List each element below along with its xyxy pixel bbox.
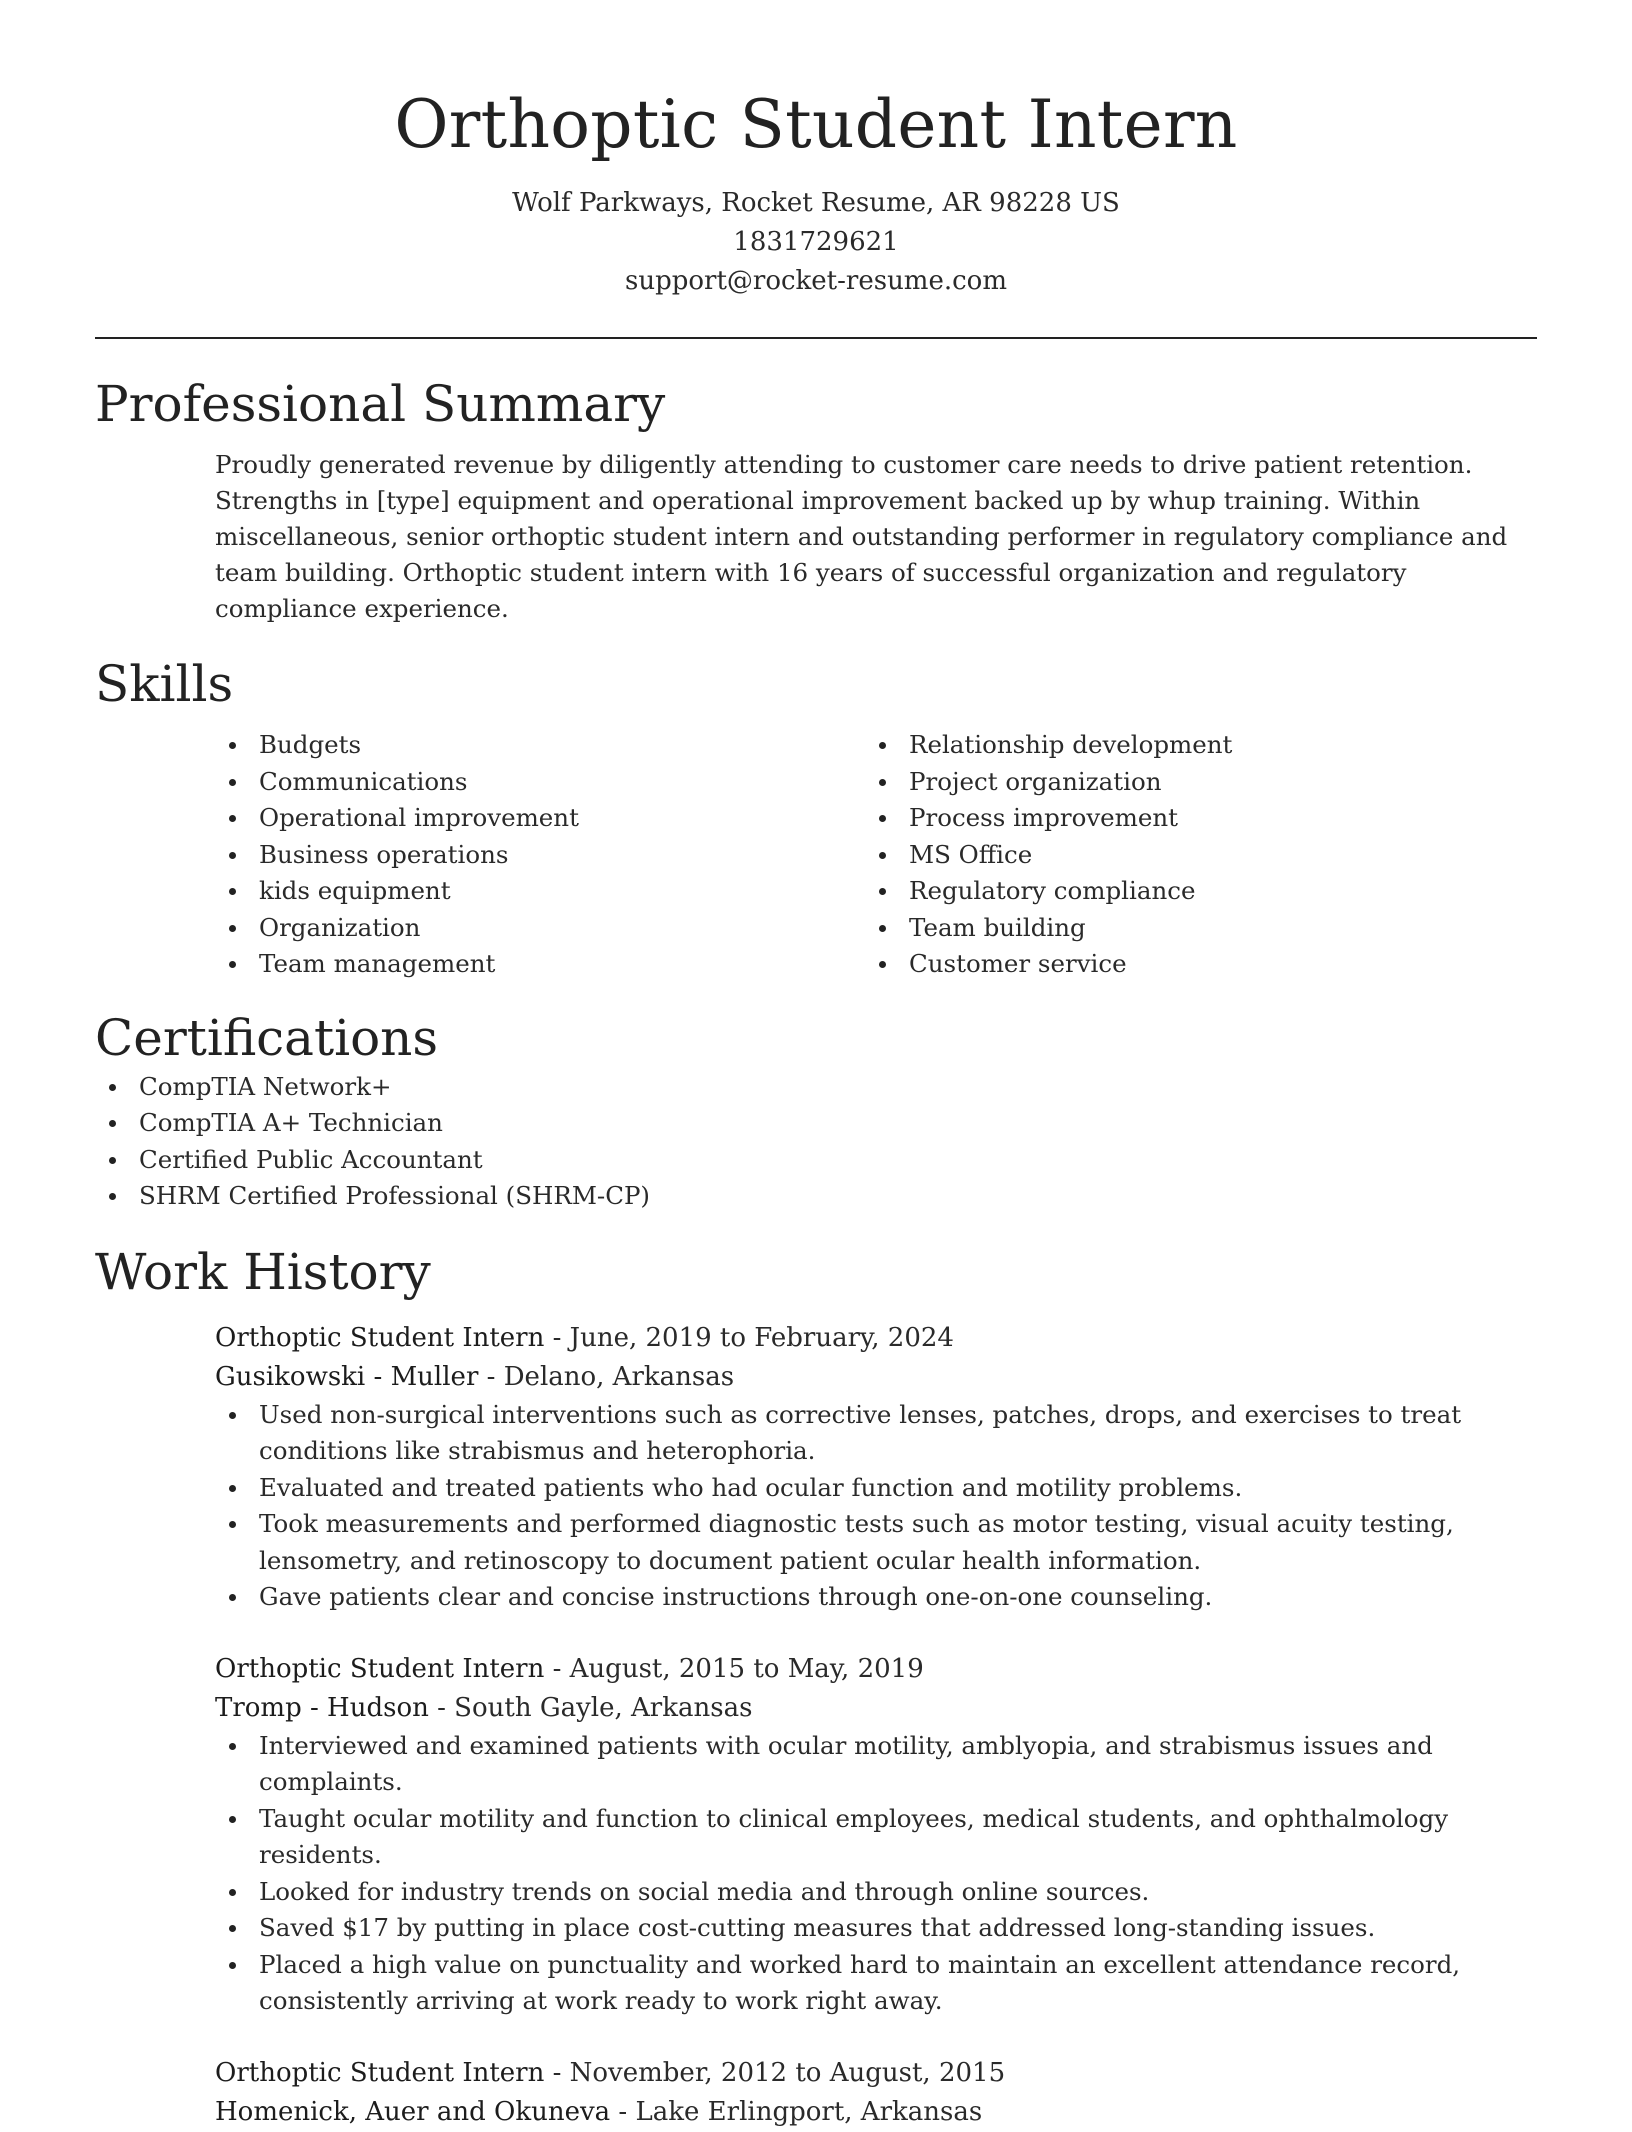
job-company-line: [215, 1358, 1537, 1397]
skill-item: Budgets: [215, 727, 865, 764]
skill-item: Organization: [215, 910, 865, 947]
job-dates: - August, 2015 to May, 2019: [544, 1653, 924, 1684]
skill-item: Project organization: [865, 764, 1515, 801]
job-company: Gusikowski - Muller: [215, 1361, 479, 1392]
job-entry: [215, 1650, 1537, 2020]
summary-heading: Professional Summary: [95, 375, 666, 433]
job-duty: Took measurements and performed diagnostic tests such as motor testing, visual acuity testing, lensometry, and retinoscopy to document patient ocular health information.: [215, 1506, 1537, 1579]
job-company: Tromp - Hudson: [215, 1692, 429, 1723]
skills-grid: [215, 727, 1537, 983]
job-duty: Looked for industry trends on social media and through online sources.: [215, 1874, 1537, 1911]
job-duty: Placed a high value on punctuality and worked hard to maintain an excellent attendance record, consistently arriving at work ready to work right away.: [215, 1947, 1537, 2020]
skills-list-left: [215, 727, 865, 983]
job-title: Orthoptic Student Intern: [215, 2057, 545, 2088]
skill-item: MS Office: [865, 837, 1515, 874]
skill-item: Team building: [865, 910, 1515, 947]
skill-item: Customer service: [865, 946, 1515, 983]
skills-section: [95, 653, 1537, 983]
skill-item: Regulatory compliance: [865, 873, 1515, 910]
candidate-name: Orthoptic Student Intern: [394, 86, 1238, 163]
summary-section: [95, 373, 1537, 627]
work-history-section: [95, 1241, 1537, 2132]
job-company-line: [215, 1689, 1537, 1728]
job-company: Homenick, Auer and Okuneva: [215, 2096, 611, 2127]
job-location: - Delano, Arkansas: [478, 1361, 735, 1392]
job-location: - Lake Erlingport, Arkansas: [610, 2096, 983, 2127]
job-duty: Evaluated and treated patients who had ocular function and motility problems.: [215, 1470, 1537, 1507]
job-title-line: [215, 2054, 1537, 2093]
summary-text: Proudly generated revenue by diligently attending to customer care needs to drive patient retention. Strengths in [type] equipment and operational improvement backed up by whup training. Within miscellaneous, senior orthoptic student intern and outstanding performer in regulatory compliance and team building. Orthoptic student intern with 16 years of successful organization and regulatory compliance experience.: [215, 450, 1508, 623]
certifications-heading: Certifications: [95, 1008, 439, 1067]
job-dates: - November, 2012 to August, 2015: [544, 2057, 1006, 2088]
skills-heading: Skills: [95, 655, 234, 713]
skill-item: Relationship development: [865, 727, 1515, 764]
certification-item: CompTIA Network+: [95, 1069, 1537, 1106]
work-history-heading: Work History: [95, 1242, 431, 1301]
job-title: Orthoptic Student Intern: [215, 1322, 545, 1353]
job-company-line: [215, 2093, 1537, 2132]
job-duty: Taught ocular motility and function to clinical employees, medical students, and ophthalmology residents.: [215, 1801, 1537, 1874]
contact-email: support@rocket-resume.com: [624, 266, 1007, 296]
job-duties-list: [215, 1397, 1537, 1616]
certification-item: SHRM Certified Professional (SHRM-CP): [95, 1178, 1537, 1215]
certification-item: Certified Public Accountant: [95, 1142, 1537, 1179]
job-duties-list: [215, 1728, 1537, 2020]
skill-item: Operational improvement: [215, 800, 865, 837]
skills-list-right: [865, 727, 1515, 983]
skill-item: Communications: [215, 764, 865, 801]
header-divider: [95, 337, 1537, 339]
skills-column-right: [865, 727, 1515, 983]
contact-address: Wolf Parkways, Rocket Resume, AR 98228 US: [512, 188, 1120, 218]
skill-item: kids equipment: [215, 873, 865, 910]
skill-item: Team management: [215, 946, 865, 983]
job-duty: Gave patients clear and concise instructions through one-on-one counseling.: [215, 1579, 1537, 1616]
job-title: Orthoptic Student Intern: [215, 1653, 545, 1684]
contact-phone: 1831729621: [733, 227, 899, 257]
resume-header: [95, 0, 1537, 301]
certification-item: CompTIA A+ Technician: [95, 1105, 1537, 1142]
skills-column-left: [215, 727, 865, 983]
job-duty: Used non-surgical interventions such as corrective lenses, patches, drops, and exercises to treat conditions like strabismus and heterophoria.: [215, 1397, 1537, 1470]
job-duty: Saved $17 by putting in place cost-cutting measures that addressed long-standing issues.: [215, 1910, 1537, 1947]
job-duty: Interviewed and examined patients with ocular motility, amblyopia, and strabismus issues and complaints.: [215, 1728, 1537, 1801]
job-entry: [215, 2054, 1537, 2132]
job-dates: - June, 2019 to February, 2024: [544, 1322, 954, 1353]
job-title-line: [215, 1319, 1537, 1358]
skill-item: Process improvement: [865, 800, 1515, 837]
certifications-section: [95, 1007, 1537, 1215]
job-title-line: [215, 1650, 1537, 1689]
skill-item: Business operations: [215, 837, 865, 874]
job-entry: [215, 1319, 1537, 1616]
job-location: - South Gayle, Arkansas: [428, 1692, 753, 1723]
certifications-list: [95, 1069, 1537, 1215]
